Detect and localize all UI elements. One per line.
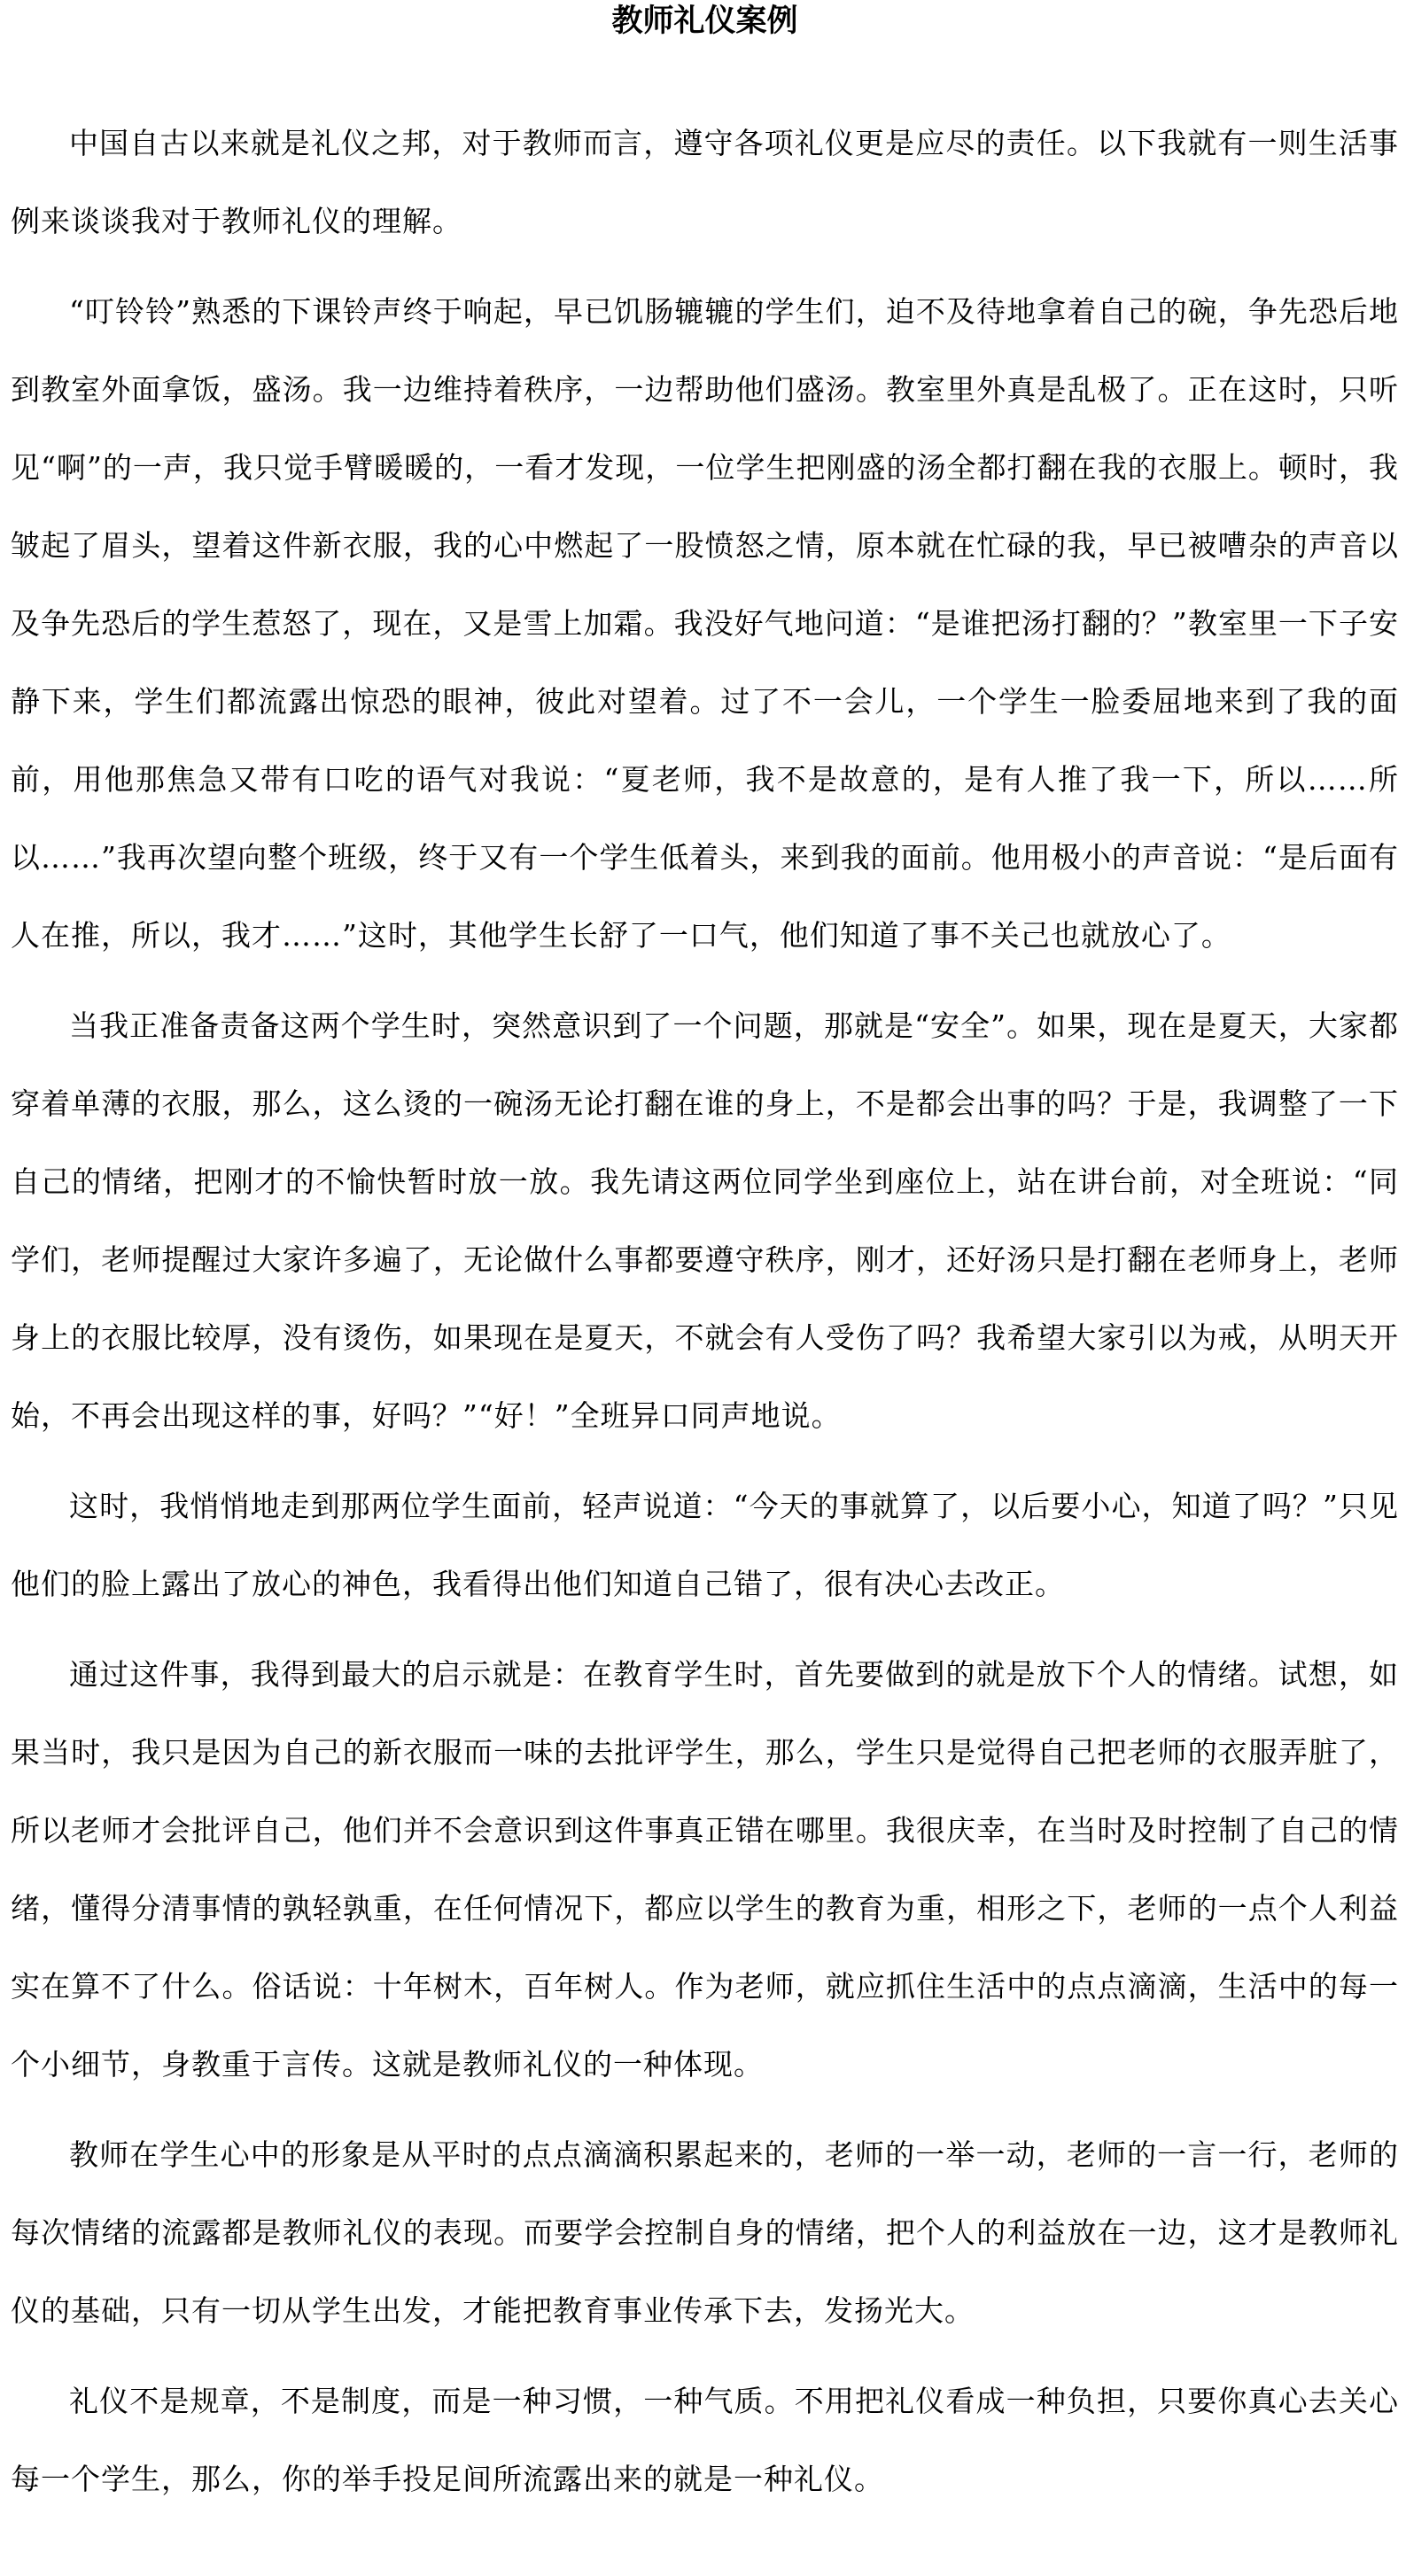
paragraph-reflection: 通过这件事，我得到最大的启示就是：在教育学生时，首先要做到的就是放下个人的情绪。试想，如果当时，我只是因为自己的新衣服而一味的去批评学生，那么，学生只是觉得自己把老师的衣服弄脏了，所以老师才会批评自己，他们并不会意识到这件事真正错在哪里。我很庆幸，在当时及时控制了自己的情绪，懂得分清事情的孰轻孰重，在任何情况下，都应以学生的教育为重，相形之下，老师的一点个人利益实在算不了什么。俗话说：十年树木，百年树人。作为老师，就应抓住生活中的点点滴滴，生活中的每一个小细节，身教重于言传。这就是教师礼仪的一种体现。 — [11, 1657, 1399, 2082]
paragraph-story: “叮铃铃”熟悉的下课铃声终于响起，早已饥肠辘辘的学生们，迫不及待地拿着自己的碗，争先恐后地到教室外面拿饭，盛汤。我一边维持着秩序，一边帮助他们盛汤。教室里外真是乱极了。正在这时，只听见“啊”的一声，我只觉手臂暖暖的，一看才发现，一位学生把刚盛的汤全都打翻在我的衣服上。顿时，我皱起了眉头，望着这件新衣服，我的心中燃起了一股愤怒之情，原本就在忙碌的我，早已被嘈杂的声音以及争先恐后的学生惹怒了，现在，又是雪上加霜。我没好气地问道：“是谁把汤打翻的？”教室里一下子安静下来，学生们都流露出惊恐的眼神，彼此对望着。过了不一会儿，一个学生一脸委屈地来到了我的面前，用他那焦急又带有口吃的语气对我说：“夏老师，我不是故意的，是有人推了我一下，所以……所以……”我再次望向整个班级，终于又有一个学生低着头，来到我的面前。他用极小的声音说：“是后面有人在推，所以，我才……”这时，其他学生长舒了一口气，他们知道了事不关己也就放心了。 — [11, 294, 1399, 953]
paragraph-image: 教师在学生心中的形象是从平时的点点滴滴积累起来的，老师的一举一动，老师的一言一行，老师的每次情绪的流露都是教师礼仪的表现。而要学会控制自身的情绪，把个人的利益放在一边，这才是教师礼仪的基础，只有一切从学生出发，才能把教育事业传承下去，发扬光大。 — [11, 2137, 1399, 2328]
paragraph-conclusion: 礼仪不是规章，不是制度，而是一种习惯，一种气质。不用把礼仪看成一种负担，只要你真心去关心每一个学生，那么，你的举手投足间所流露出来的就是一种礼仪。 — [11, 2384, 1399, 2496]
document-title: 教师礼仪案例 — [611, 3, 798, 39]
paragraph-intro: 中国自古以来就是礼仪之邦，对于教师而言，遵守各项礼仪更是应尽的责任。以下我就有一则生活事例来谈谈我对于教师礼仪的理解。 — [11, 126, 1399, 238]
paragraph-safety: 当我正准备责备这两个学生时，突然意识到了一个问题，那就是“安全”。如果，现在是夏天，大家都穿着单薄的衣服，那么，这么烫的一碗汤无论打翻在谁的身上，不是都会出事的吗？于是，我调整了一下自己的情绪，把刚才的不愉快暂时放一放。我先请这两位同学坐到座位上，站在讲台前，对全班说：“同学们，老师提醒过大家许多遍了，无论做什么事都要遵守秩序，刚才，还好汤只是打翻在老师身上，老师身上的衣服比较厚，没有烫伤，如果现在是夏天，不就会有人受伤了吗？我希望大家引以为戒，从明天开始，不再会出现这样的事，好吗？”“好！”全班异口同声地说。 — [11, 1008, 1399, 1433]
paragraph-comfort: 这时，我悄悄地走到那两位学生面前，轻声说道：“今天的事就算了，以后要小心，知道了吗？”只见他们的脸上露出了放心的神色，我看得出他们知道自己错了，很有决心去改正。 — [11, 1489, 1399, 1601]
